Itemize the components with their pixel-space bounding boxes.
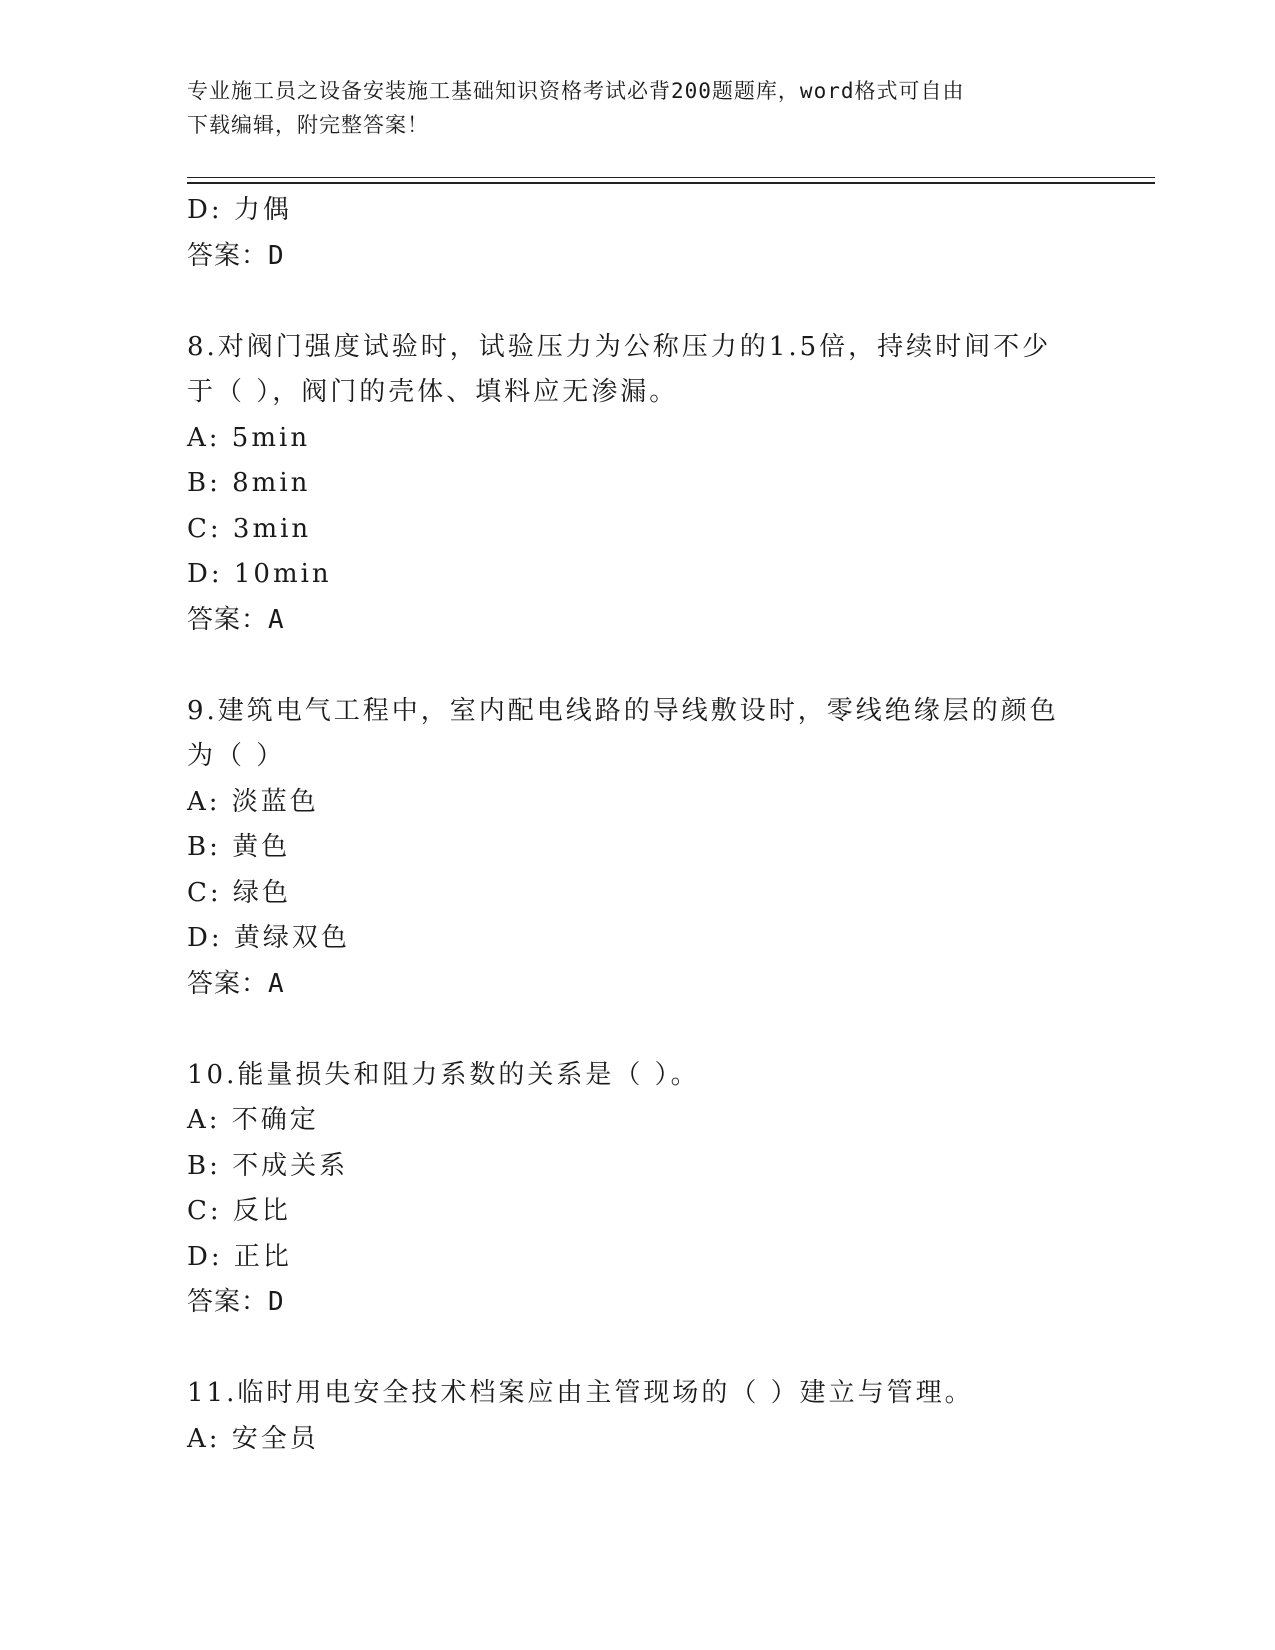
answer: 答案：D	[187, 1287, 285, 1317]
option-d: D: 黄绿双色	[187, 923, 350, 953]
question-text: 为（ ）	[187, 741, 286, 771]
option-a: A: 安全员	[187, 1423, 319, 1454]
option-a: A: 淡蓝色	[187, 786, 319, 817]
header-line-2: 下载编辑，附完整答案！	[187, 113, 429, 137]
option-b: B: 不成关系	[187, 1150, 349, 1181]
question-text: 11.临时用电安全技术档案应由主管现场的（ ）建立与管理。	[187, 1378, 974, 1408]
option-d: D: 10min	[187, 559, 332, 589]
header-rule-thin	[187, 177, 1155, 178]
answer: 答案：A	[187, 968, 285, 999]
question-8	[187, 325, 1067, 644]
option-a: A: 5min	[187, 422, 311, 453]
question-list	[187, 188, 1067, 1462]
question-11	[187, 1371, 1067, 1462]
option-d: D: 力偶	[187, 195, 292, 225]
question-text: 10.能量损失和阻力系数的关系是（ ）。	[187, 1059, 700, 1090]
option-d: D: 正比	[187, 1241, 292, 1272]
option-c: C: 绿色	[187, 877, 291, 908]
option-b: B: 8min	[187, 468, 311, 498]
document-header	[187, 74, 1067, 142]
option-c: C: 反比	[187, 1196, 291, 1226]
question-text: 9.建筑电气工程中，室内配电线路的导线敷设时，零线绝缘层的颜色	[187, 695, 1059, 726]
header-rule-thick	[187, 182, 1155, 184]
answer: 答案：D	[187, 240, 285, 271]
question-text: 8.对阀门强度试验时，试验压力为公称压力的1.5倍，持续时间不少	[187, 331, 1052, 362]
option-c: C: 3min	[187, 513, 312, 544]
question-10	[187, 1053, 1067, 1326]
option-b: B: 黄色	[187, 832, 291, 862]
question-9	[187, 689, 1067, 1008]
option-a: A: 不确定	[187, 1105, 319, 1135]
answer: 答案：A	[187, 604, 285, 635]
header-line-1: 专业施工员之设备安装施工基础知识资格考试必背200题题库，word格式可自由	[187, 79, 965, 103]
question-text: 于（ ），阀门的壳体、填料应无渗漏。	[187, 377, 679, 407]
